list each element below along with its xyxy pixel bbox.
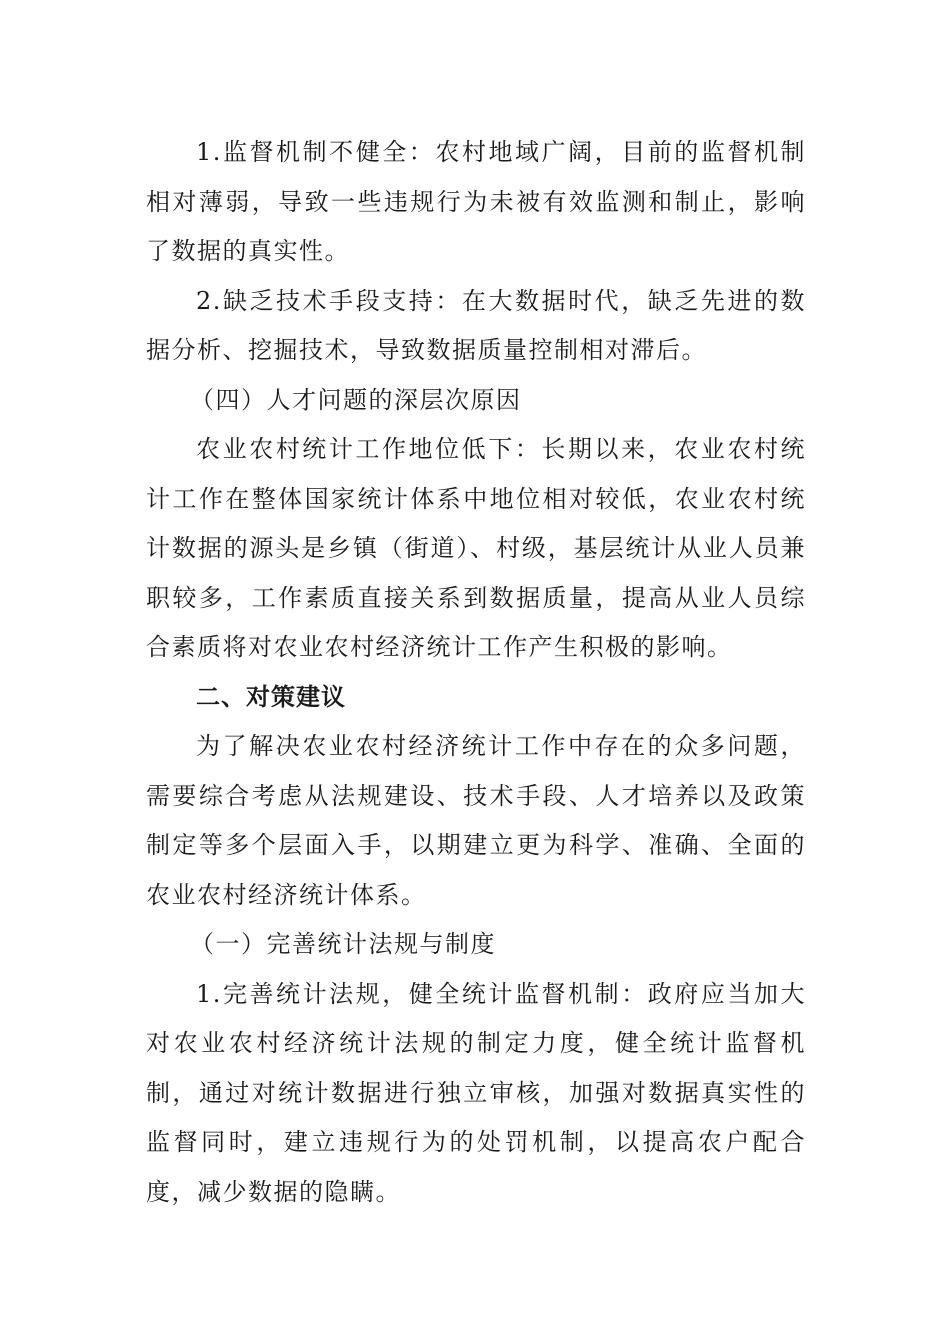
document-body [146, 128, 806, 1217]
paragraph-countermeasures-intro: 为了解决农业农村经济统计工作中存在的众多问题，需要综合考虑从法规建设、技术手段、人才培养以及政策制定等多个层面入手，以期建立更为科学、准确、全面的农业农村经济统计体系。 [146, 732, 806, 909]
subheading-talent-causes: （四）人才问题的深层次原因 [190, 385, 522, 414]
paragraph-improve-regulations: 1.完善统计法规，健全统计监督机制：政府应当加大对农业农村经济统计法规的制定力度，健全统计监督机制，通过对统计数据进行独立审核，加强对数据真实性的监督同时，建立违规行为的处罚机制，以提高农户配合度，减少数据的隐瞒。 [146, 979, 806, 1206]
section-heading-countermeasures: 二、对策建议 [196, 682, 346, 711]
paragraph-supervision-mechanism: 1.监督机制不健全：农村地域广阔，目前的监督机制相对薄弱，导致一些违规行为未被有效监测和制止，影响了数据的真实性。 [146, 138, 806, 265]
paragraph-statistics-status: 农业农村统计工作地位低下：长期以来，农业农村统计工作在整体国家统计体系中地位相对较低，农业农村统计数据的源头是乡镇（街道）、村级，基层统计从业人员兼职较多，工作素质直接关系到数据质量，提高从业人员综合素质将对农业农村经济统计工作产生积极的影响。 [146, 435, 806, 661]
subheading-improve-regulations: （一）完善统计法规与制度 [190, 930, 496, 958]
paragraph-technical-support: 2.缺乏技术手段支持：在大数据时代，缺乏先进的数据分析、挖掘技术，导致数据质量控制相对滞后。 [146, 286, 806, 364]
